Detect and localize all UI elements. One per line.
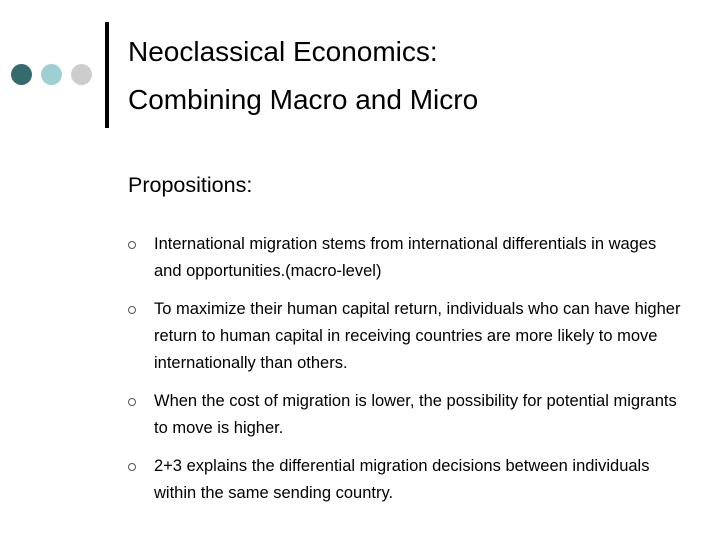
circle-bullet-icon	[128, 398, 136, 406]
section-heading: Propositions:	[128, 173, 253, 197]
bullet-text: 2+3 explains the differential migration decisions between individuals within the same sending country.	[154, 457, 650, 502]
circle-bullet-icon	[128, 306, 136, 314]
bullet-text: International migration stems from international differentials in wages and opportunities.(macro-level)	[154, 235, 657, 280]
bullet-list	[128, 231, 688, 518]
slide-title	[128, 28, 708, 124]
circle-bullet-icon	[128, 241, 136, 249]
circle-bullet-icon	[128, 463, 136, 471]
title-divider	[105, 22, 109, 128]
title-line-2: Combining Macro and Micro	[128, 84, 479, 115]
light-teal-dot-icon	[41, 64, 62, 85]
bullet-item	[128, 296, 688, 377]
bullet-text: When the cost of migration is lower, the possibility for potential migrants to move is higher.	[154, 392, 677, 437]
bullet-text: To maximize their human capital return, individuals who can have higher return to human capital in receiving countries are more likely to move internationally than others.	[154, 300, 681, 372]
title-line-1: Neoclassical Economics:	[128, 36, 438, 67]
bullet-item	[128, 388, 688, 442]
bullet-item	[128, 231, 688, 285]
bullet-item	[128, 453, 688, 507]
dark-teal-dot-icon	[11, 64, 32, 85]
gray-dot-icon	[71, 64, 92, 85]
decorative-dots	[11, 64, 101, 86]
